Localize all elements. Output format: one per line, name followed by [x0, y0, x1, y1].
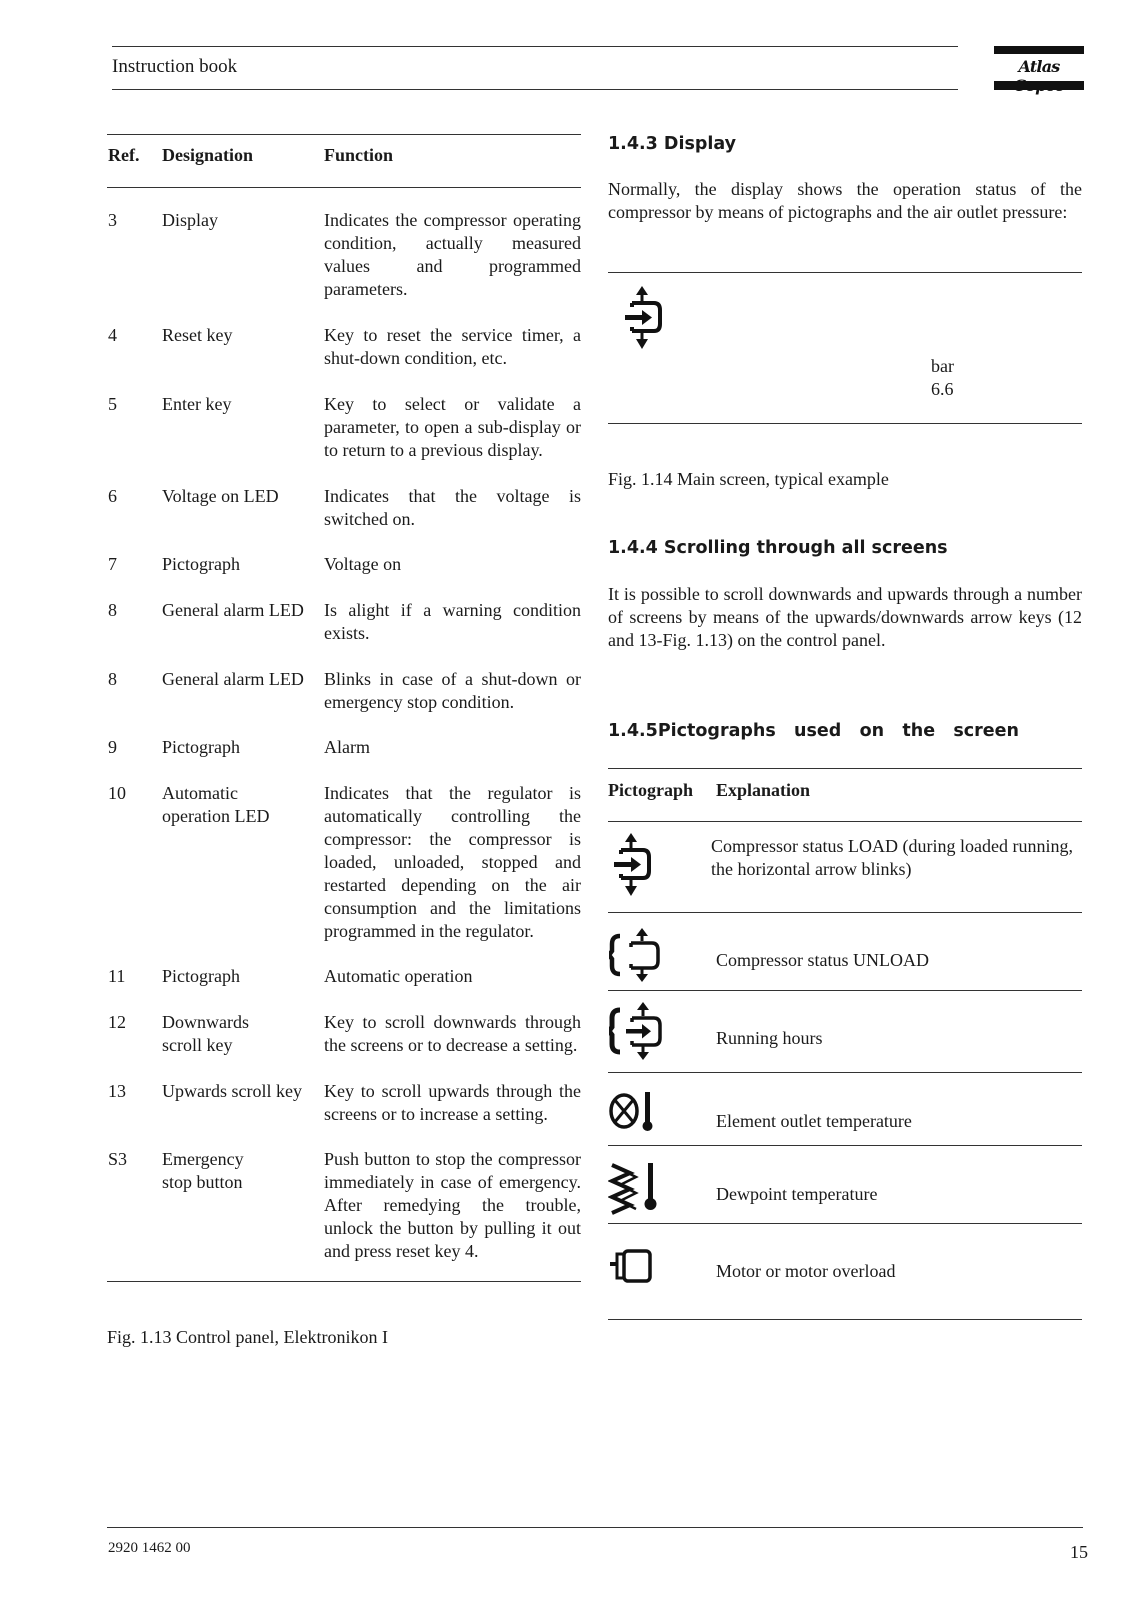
pictograph-table-top-rule [608, 768, 1082, 769]
screen-bottom-rule [608, 423, 1082, 424]
table-row-ref: S3 [108, 1149, 128, 1169]
pictograph-table-bottom-rule [608, 1319, 1082, 1320]
table-row-designation: Pictograph [162, 737, 240, 757]
table-row-designation: General alarm LED [162, 669, 304, 689]
table-row-function: Push button to stop the compressor immediately in case of emergency. After remedying the trouble, unlock the button by pulling it out and press reset key 4. [324, 1149, 581, 1261]
table-row-ref: 12 [108, 1012, 126, 1032]
header-title: Instruction book [112, 56, 238, 77]
pictograph-row-rule [608, 1072, 1082, 1073]
table-row-designation: Emergency stop button [162, 1149, 244, 1192]
table-header-rule [107, 187, 581, 188]
header-bottom-rule [112, 89, 958, 90]
table-row-designation: Reset key [162, 325, 233, 345]
pictograph-row-rule [608, 990, 1082, 991]
compressor-unload-icon [609, 928, 665, 982]
screen-pressure-value: 6.6 [931, 379, 954, 399]
screen-top-rule [608, 272, 1082, 273]
column-header-function: Function [324, 145, 394, 165]
table-row-ref: 8 [108, 600, 117, 620]
motor-overload-icon [608, 1249, 656, 1285]
document-number: 2920 1462 00 [108, 1540, 191, 1556]
table-row-function: Key to scroll downwards through the screens or to decrease a setting. [324, 1012, 581, 1055]
table-row-ref: 11 [108, 966, 126, 986]
pictograph-row-rule [608, 1223, 1082, 1224]
compressor-load-icon [611, 833, 655, 897]
table-row-function: Key to reset the service timer, a shut-down condition, etc. [324, 325, 581, 368]
column-header-ref: Ref. [108, 145, 140, 165]
atlas-copco-logo [994, 46, 1084, 90]
running-hours-icon [609, 1002, 667, 1060]
table-row-function: Alarm [324, 737, 370, 757]
table-row-function: Indicates that the voltage is switched on. [324, 486, 581, 529]
section-heading-display: 1.4.3 Display [608, 134, 737, 154]
pictograph-explanation: Compressor status LOAD (during loaded running, the horizontal arrow blinks) [711, 836, 1073, 879]
element-outlet-temperature-icon [608, 1090, 654, 1134]
page-number: 15 [1070, 1542, 1088, 1562]
pictograph-table-header-rule [608, 821, 1082, 822]
table-row-function: Indicates that the regulator is automatically controlling the compressor: the compressor is loaded, unloaded, stopped and restarted depending on the air consumption and the limitations programmed in the regulator. [324, 783, 581, 941]
table-row-designation: Pictograph [162, 966, 240, 986]
pictograph-row-rule [608, 1145, 1082, 1146]
table-row-function: Blinks in case of a shut-down or emergency stop condition. [324, 669, 581, 712]
pictograph-row-rule [608, 912, 1082, 913]
table-row-designation: General alarm LED [162, 600, 304, 620]
scrolling-paragraph: It is possible to scroll downwards and upwards through a number of screens by means of the upwards/downwards arrow keys (12 and 13-Fig. 1.13) on the control panel. [608, 584, 1082, 650]
pictograph-explanation: Running hours [716, 1028, 823, 1048]
table-row-designation: Voltage on LED [162, 486, 279, 506]
table-row-designation: Display [162, 210, 218, 230]
table-row-function: Indicates the compressor operating condition, actually measured values and programmed parameters. [324, 210, 581, 299]
screen-pressure-unit: bar [931, 356, 954, 376]
header-top-rule [112, 46, 958, 47]
table-row-designation: Pictograph [162, 554, 240, 574]
dewpoint-temperature-icon [608, 1161, 660, 1215]
section-heading-pictographs: 1.4.5Pictographs used on the screen [608, 721, 1019, 741]
logo-wordmark: Atlas [1018, 57, 1060, 76]
display-paragraph: Normally, the display shows the operation status of the compressor by means of pictographs and the air outlet pressure: [608, 179, 1082, 222]
table-row-function: Key to select or validate a parameter, to open a sub-display or to return to a previous display. [324, 394, 581, 460]
table-row-function: Voltage on [324, 554, 402, 574]
footer-rule [107, 1527, 1083, 1528]
table-row-ref: 10 [108, 783, 126, 803]
figure-caption-main-screen: Fig. 1.14 Main screen, typical example [608, 469, 889, 489]
table-bottom-rule [107, 1281, 581, 1282]
column-header-explanation: Explanation [716, 780, 811, 800]
compressor-load-icon [622, 286, 666, 350]
table-row-ref: 9 [108, 737, 117, 757]
section-heading-scrolling: 1.4.4 Scrolling through all screens [608, 538, 948, 558]
column-header-designation: Designation [162, 145, 254, 165]
table-row-designation: Downwards scroll key [162, 1012, 249, 1055]
table-top-rule [107, 134, 581, 135]
pictograph-explanation: Compressor status UNLOAD [716, 950, 929, 970]
table-row-function: Automatic operation [324, 966, 473, 986]
pictograph-explanation: Dewpoint temperature [716, 1184, 878, 1204]
column-header-pictograph: Pictograph [608, 780, 693, 800]
figure-caption-control-panel: Fig. 1.13 Control panel, Elektronikon I [107, 1327, 388, 1347]
table-row-ref: 13 [108, 1081, 126, 1101]
table-row-ref: 5 [108, 394, 117, 414]
table-row-ref: 3 [108, 210, 117, 230]
table-row-ref: 7 [108, 554, 117, 574]
table-row-designation: Upwards scroll key [162, 1081, 302, 1101]
table-row-designation: Automatic operation LED [162, 783, 270, 826]
table-row-ref: 4 [108, 325, 117, 345]
pictograph-explanation: Motor or motor overload [716, 1261, 896, 1281]
table-row-ref: 8 [108, 669, 117, 689]
table-row-function: Key to scroll upwards through the screens or to increase a setting. [324, 1081, 581, 1124]
pictograph-explanation: Element outlet temperature [716, 1111, 912, 1131]
table-row-designation: Enter key [162, 394, 232, 414]
table-row-function: Is alight if a warning condition exists. [324, 600, 581, 643]
table-row-ref: 6 [108, 486, 117, 506]
